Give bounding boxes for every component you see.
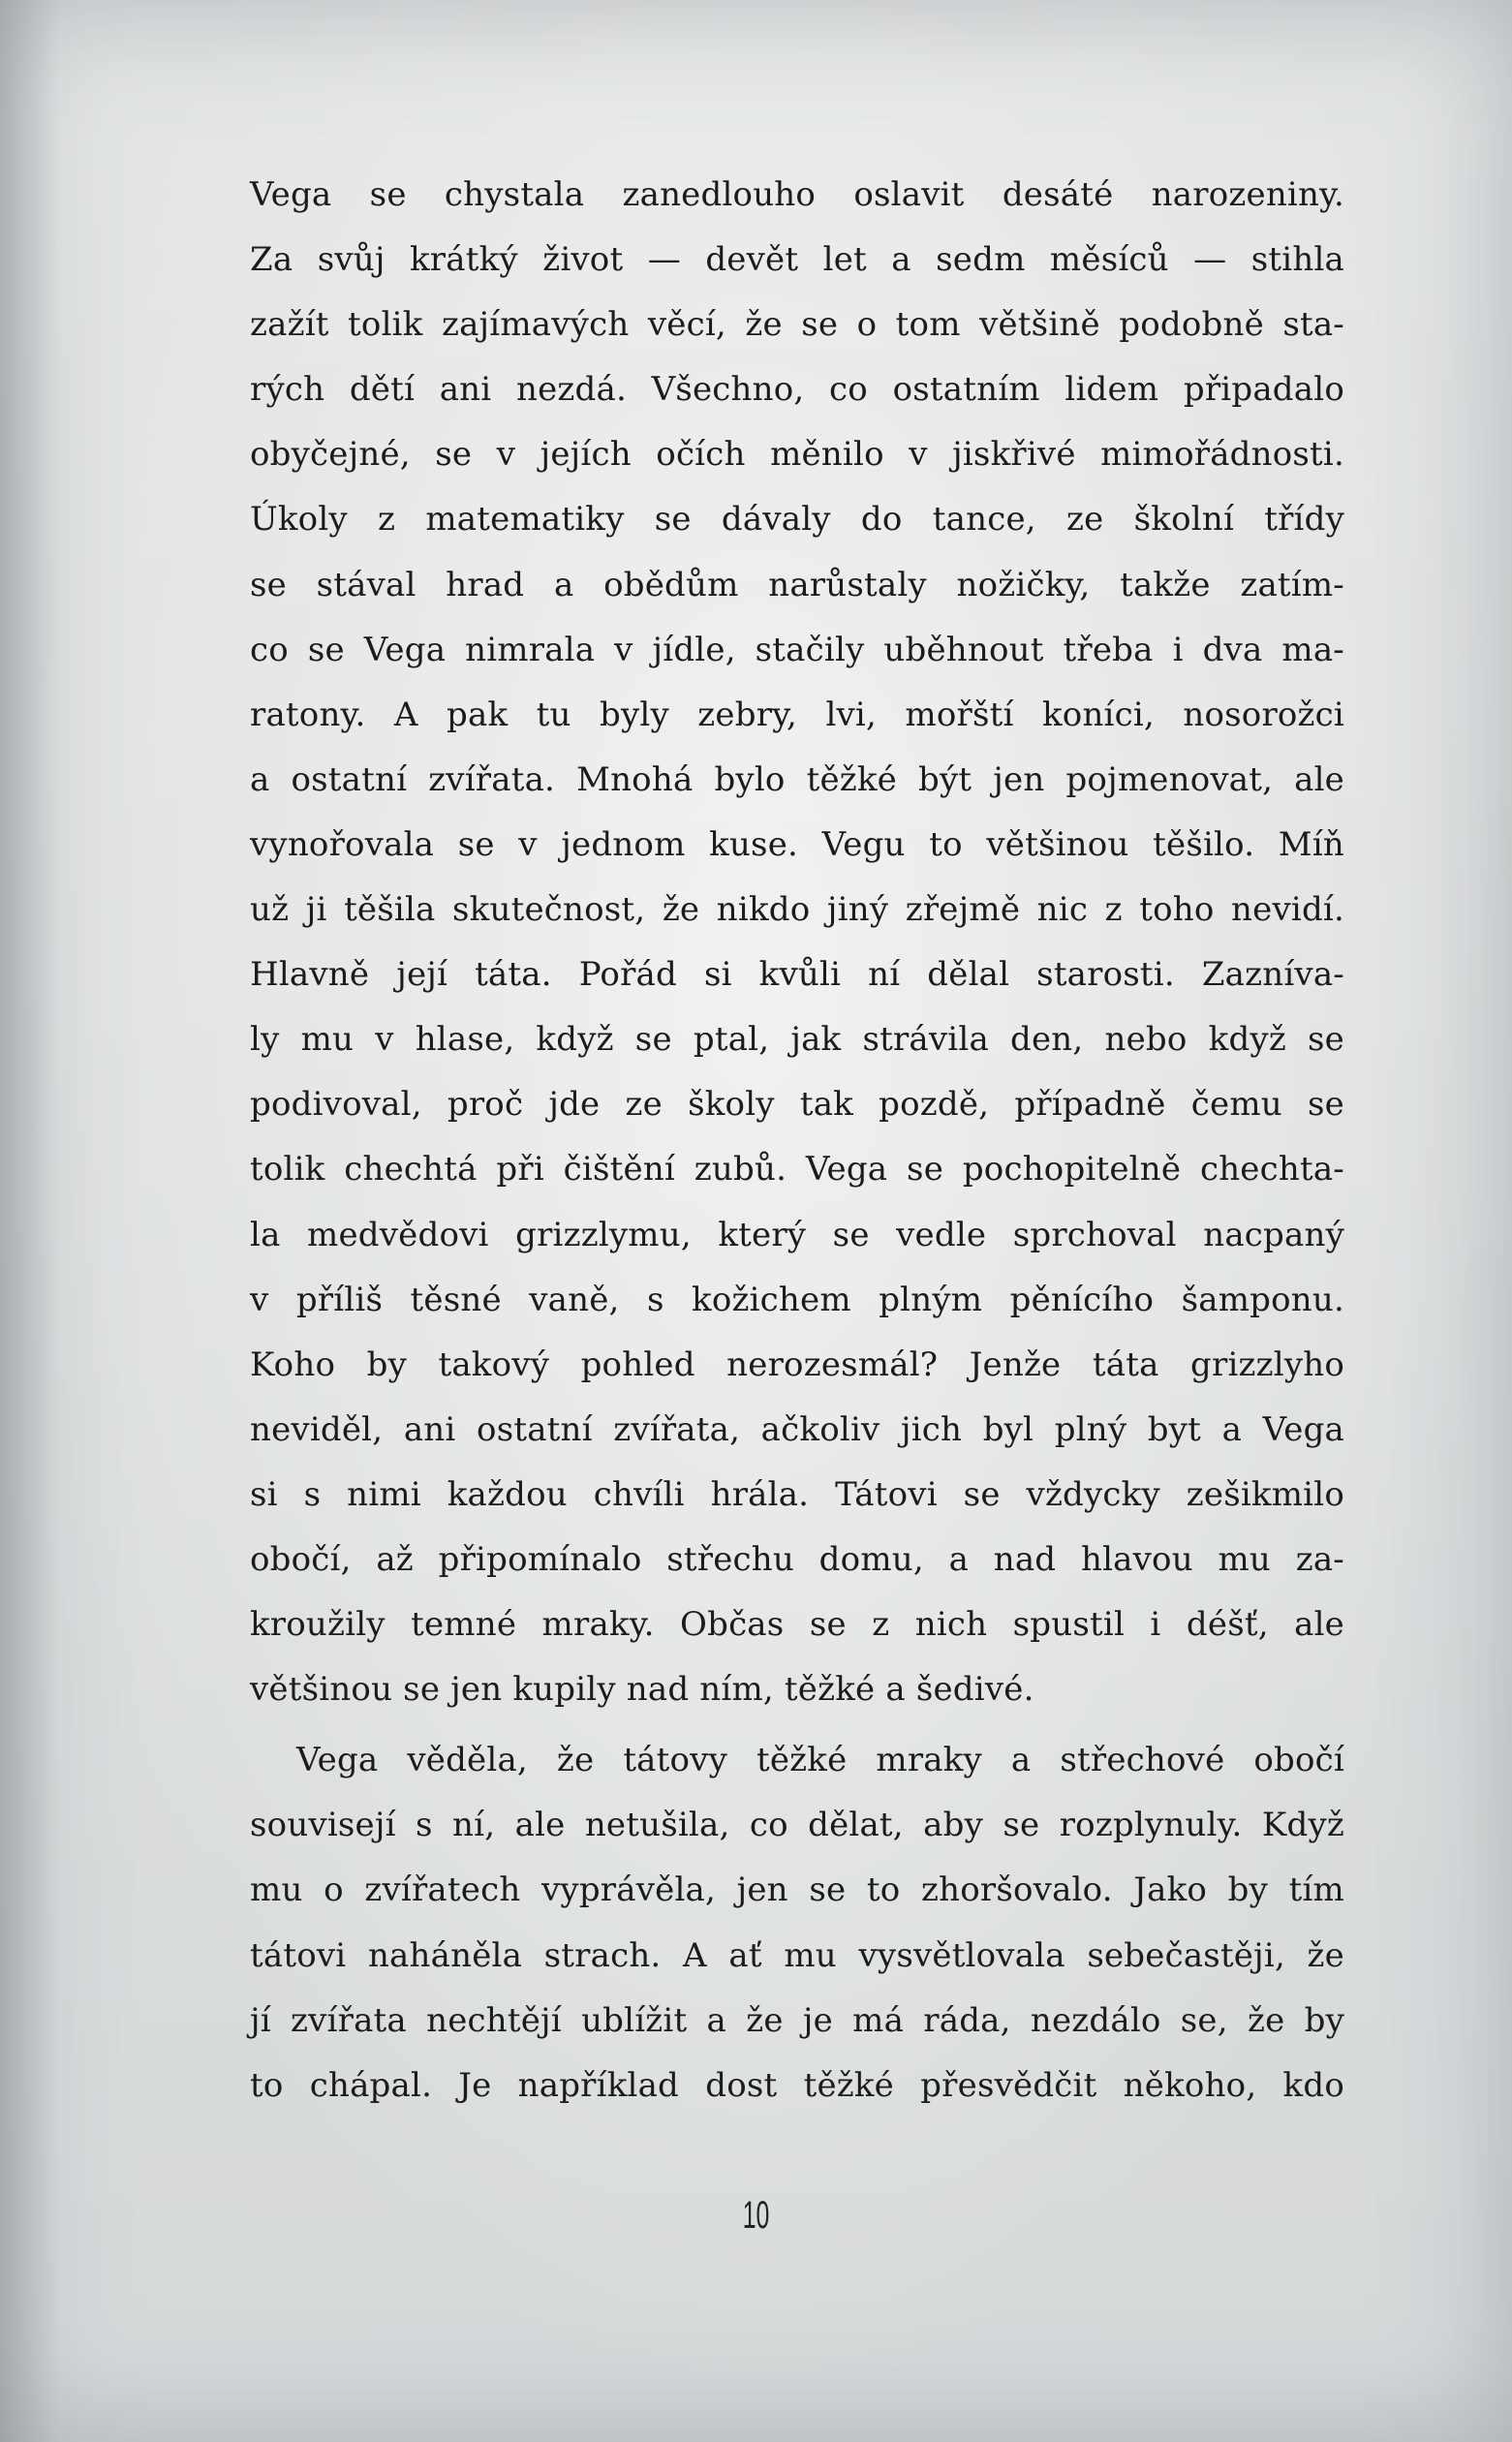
text-line: už ji těšila skutečnost, že nikdo jiný zřejmě nic z toho nevidí.: [250, 890, 1344, 930]
text-line: se stával hrad a obědům narůstaly nožičky, takže zatím-: [250, 565, 1344, 604]
text-line: Za svůj krátký život — devět let a sedm měsíců — stihla: [250, 240, 1344, 280]
text-line: a ostatní zvířata. Mnohá bylo těžké být jen pojmenovat, ale: [250, 759, 1344, 799]
paragraph-1: [250, 163, 1344, 1722]
text-line: vynořovala se v jednom kuse. Vegu to většinou těšilo. Míň: [250, 824, 1344, 864]
text-line: v příliš těsné vaně, s kožichem plným pěnícího šamponu.: [250, 1280, 1344, 1319]
text-line: tátovi naháněla strach. A ať mu vysvětlovala sebečastěji, že: [250, 1935, 1344, 1975]
text-line: kroužily temné mraky. Občas se z nich spustil i déšť, ale: [250, 1605, 1344, 1645]
text-line: většinou se jen kupily nad ním, těžké a šedivé.: [250, 1670, 1034, 1710]
text-line: Úkoly z matematiky se dávaly do tance, ze školní třídy: [250, 500, 1344, 540]
body-text: [250, 163, 1344, 2118]
text-line: zažít tolik zajímavých věcí, že se o tom většině podobně sta-: [250, 305, 1344, 345]
text-line: mu o zvířatech vyprávěla, jen se to zhoršovalo. Jako by tím: [250, 1870, 1344, 1910]
text-line: jí zvířata nechtějí ublížit a že je má ráda, nezdálo se, že by: [250, 2000, 1344, 2040]
text-line: co se Vega nimrala v jídle, stačily uběhnout třeba i dva ma-: [250, 630, 1344, 669]
text-line: neviděl, ani ostatní zvířata, ačkoliv jich byl plný byt a Vega: [250, 1409, 1344, 1449]
text-line: souvisejí s ní, ale netušila, co dělat, aby se rozplynuly. Když: [250, 1806, 1344, 1845]
text-line: obočí, až připomínalo střechu domu, a nad hlavou mu za-: [250, 1539, 1344, 1579]
text-line: obyčejné, se v jejích očích měnilo v jiskřivé mimořádnosti.: [250, 435, 1344, 475]
text-line: Vega se chystala zanedlouho oslavit desáté narozeniny.: [250, 175, 1344, 214]
text-line: Koho by takový pohled nerozesmál? Jenže táta grizzlyho: [250, 1345, 1344, 1384]
page-number: 10: [742, 2194, 770, 2237]
text-line: tolik chechtá při čištění zubů. Vega se pochopitelně chechta-: [250, 1150, 1344, 1190]
text-line: Vega věděla, že tátovy těžké mraky a střechové obočí: [296, 1741, 1344, 1780]
text-line: rých dětí ani nezdá. Všechno, co ostatním lidem připadalo: [250, 370, 1344, 410]
text-line: to chápal. Je například dost těžké přesvědčit někoho, kdo: [250, 2065, 1344, 2105]
text-line: podivoval, proč jde ze školy tak pozdě, případně čemu se: [250, 1085, 1344, 1125]
text-line: si s nimi každou chvíli hrála. Tátovi se vždycky zešikmilo: [250, 1474, 1344, 1514]
text-line: Hlavně její táta. Pořád si kvůli ní dělal starosti. Zazníva-: [250, 955, 1344, 995]
text-line: la medvědovi grizzlymu, který se vedle sprchoval nacpaný: [250, 1215, 1344, 1254]
text-line: ly mu v hlase, když se ptal, jak strávila den, nebo když se: [250, 1020, 1344, 1060]
text-line: ratony. A pak tu byly zebry, lvi, mořští koníci, nosorožci: [250, 695, 1344, 734]
paragraph-2: [250, 1728, 1344, 2118]
